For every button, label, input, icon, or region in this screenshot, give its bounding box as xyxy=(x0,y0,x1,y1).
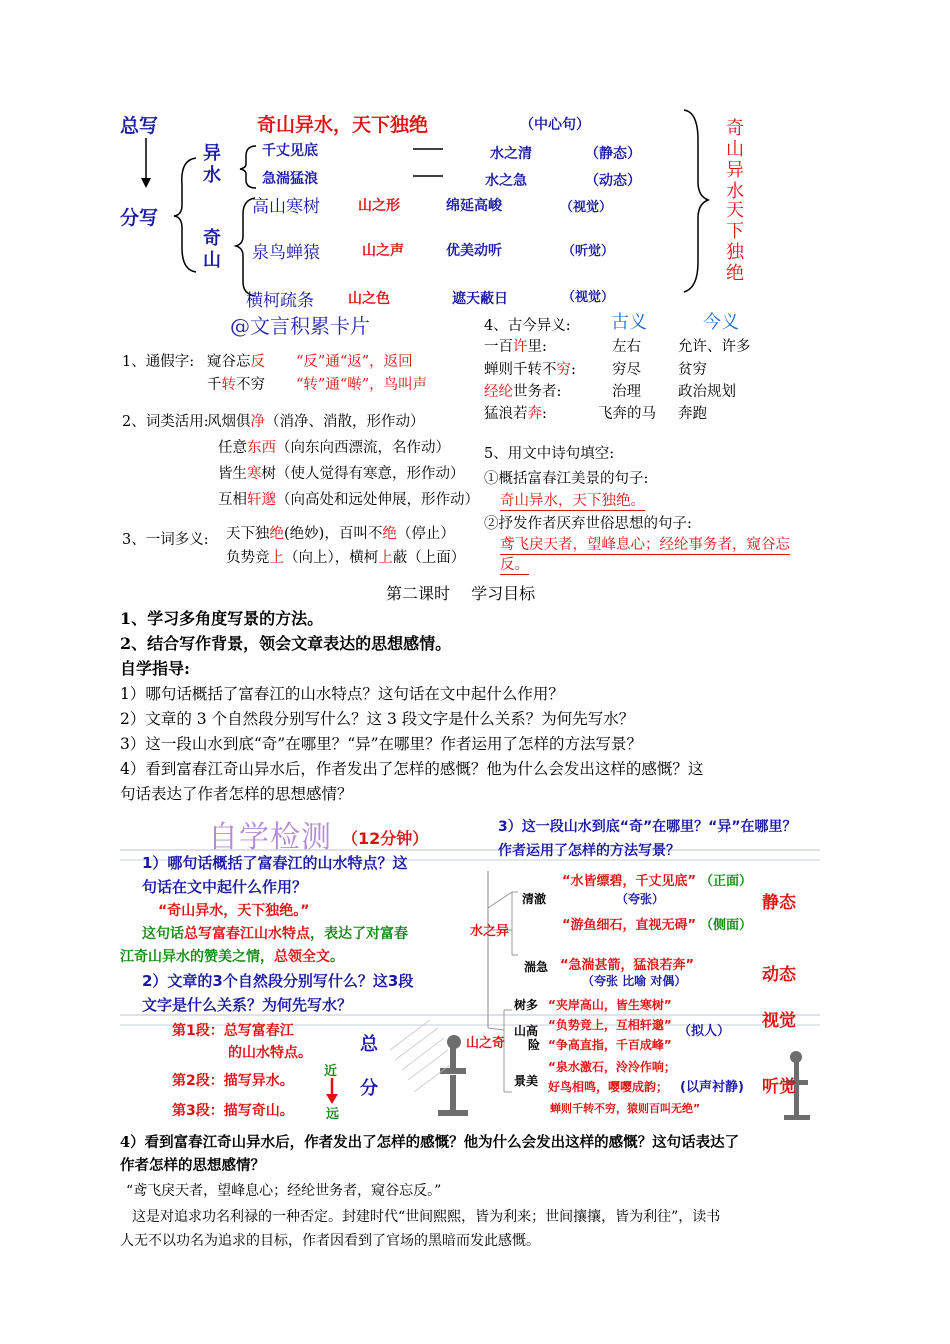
qishan-label: 奇山 xyxy=(203,228,221,271)
slide-t4: “泉水激石，泠泠作响； xyxy=(548,1060,676,1074)
slide-a1: “奇山异水，天下独绝。” xyxy=(158,903,310,919)
fenxie-label: 分写 xyxy=(120,207,159,229)
gujin-item-1: 一百许里: xyxy=(484,339,547,355)
slide-s2-note: （侧面） xyxy=(700,918,753,933)
slide-shanxian: 险 xyxy=(528,1038,541,1052)
slide-yuan: 远 xyxy=(326,1107,340,1122)
slide-time: （12分钟） xyxy=(342,829,429,848)
down-arrow-head xyxy=(141,178,151,188)
row4-mid: 山之声 xyxy=(362,243,404,259)
gujin-gu-header: 古义 xyxy=(611,312,647,333)
row3-result: 绵延高峻 xyxy=(446,198,502,214)
tongjia-note-1: “反”通“返”，返回 xyxy=(296,354,413,370)
gujin-gu-4: 飞奔的马 xyxy=(598,406,656,422)
cilei-label: 2、词类活用: xyxy=(122,414,209,430)
slide-t6: 蝉则千转不穷，猿则百叫无绝” xyxy=(550,1102,701,1115)
row3-mid: 山之形 xyxy=(358,198,400,214)
slide-fen: 分 xyxy=(360,1078,378,1099)
gujin-jin-3: 政治规划 xyxy=(678,384,736,400)
gujin-gu-3: 治理 xyxy=(612,384,641,400)
row2-note: （动态） xyxy=(585,173,641,189)
slide-t5: 好鸟相鸣，嘤嘤成韵； xyxy=(548,1080,669,1094)
row5-mid: 山之色 xyxy=(348,291,390,307)
slide-shijue: 视觉 xyxy=(762,1011,796,1031)
tongjia-item-1: 窥谷忘反 xyxy=(207,354,265,370)
slide-shui: 水之异 xyxy=(470,924,510,939)
slide-t3: “争高直指，千百成峰” xyxy=(548,1038,672,1052)
final-question-line2: 作者怎样的思想感情？ xyxy=(120,1157,265,1174)
slide-t2: “负势竞上，互相轩邈” xyxy=(548,1018,672,1032)
slide-t1: “夹岸高山，皆生寒树” xyxy=(548,998,672,1012)
tiankong-q2: ②抒发作者厌弃世俗思想的句子: xyxy=(484,516,692,532)
card-title: @文言积累卡片 xyxy=(230,314,370,338)
cilei-item-1: 风烟俱净（消净、消散，形作动） xyxy=(207,414,425,430)
center-sentence: 奇山异水，天下独绝 xyxy=(257,114,429,136)
fenxie-brace xyxy=(174,158,196,272)
slide-jingmei: 景美 xyxy=(514,1074,539,1088)
gujin-gu-1: 左右 xyxy=(612,339,641,355)
slide-s1: “水皆缥碧，千丈见底” xyxy=(562,874,697,889)
slide-a1-line2: 这句话总写富春江山水特点，表达了对富春 xyxy=(142,926,408,942)
gujin-jin-2: 贫穷 xyxy=(678,362,707,378)
slide-q1-line2: 句话在文中起什么作用？ xyxy=(142,878,308,896)
right-brace xyxy=(684,110,708,292)
slide-para2: 第2段：描写异水。 xyxy=(172,1073,294,1089)
slide-shan: 山之奇 xyxy=(466,1036,506,1051)
gujin-item-4: 猛浪若奔: xyxy=(484,406,547,422)
tiankong-a2-line2: 反。 xyxy=(500,553,529,575)
row3-note: （视觉） xyxy=(560,200,613,215)
slide-s3-note: （夸张 比喻 对偶） xyxy=(582,974,687,988)
slide-shangao: 山高 xyxy=(514,1024,539,1038)
slide-t5-note: (以声衬静) xyxy=(680,1080,744,1095)
slide-para1-line2: 的山水特点。 xyxy=(228,1045,312,1061)
row1-note: （静态） xyxy=(585,146,641,162)
slide-shuduo: 树多 xyxy=(514,998,539,1012)
slide-tingjue: 听觉 xyxy=(762,1077,796,1097)
right-label-2: 天下独绝 xyxy=(726,200,744,284)
slide-q3-line1: 3）这一段山水到底“奇”在哪里？“异”在哪里？ xyxy=(498,819,797,835)
duoyi-label: 3、一词多义: xyxy=(122,532,209,548)
goal-2: 2、结合写作背景，领会文章表达的思想感情。 xyxy=(120,634,452,653)
row1-text: 千丈见底 xyxy=(262,143,318,159)
slide-q3-line2: 作者运用了怎样的方法写景？ xyxy=(498,843,680,859)
slide-s3: “急湍甚箭，猛浪若奔” xyxy=(560,958,695,973)
slide-s1-kuazhang: （夸张） xyxy=(616,892,665,906)
question-4-line1: 4）看到富春江奇山异水后，作者发出了怎样的感慨？他为什么会发出这样的感慨？这 xyxy=(120,760,704,778)
tongjia-note-2: “转”通“啭”，鸟叫声 xyxy=(296,377,428,393)
self-test-slide xyxy=(120,810,820,1128)
row5-note: （视觉） xyxy=(562,290,615,305)
question-3: 3）这一段山水到底“奇”在哪里？“异”在哪里？作者运用了怎样的方法写景？ xyxy=(120,735,643,753)
row5-result: 遮天蔽日 xyxy=(452,291,508,307)
section-heading: 第二课时 学习目标 xyxy=(386,584,536,603)
gujin-jin-header: 今义 xyxy=(703,312,739,333)
row4-text: 泉鸟蝉猿 xyxy=(252,243,320,263)
zongxie-label: 总写 xyxy=(120,115,159,137)
gujin-item-2: 蝉则千转不穷: xyxy=(484,362,576,378)
row2-text: 急湍猛浪 xyxy=(262,171,318,187)
tiankong-q1: ①概括富春江美景的句子: xyxy=(484,471,649,487)
slide-t2-note: （拟人） xyxy=(678,1024,731,1039)
slide-q2-line1: 2）文章的3个自然段分别写什么？这3段 xyxy=(142,972,414,990)
slide-jin: 近 xyxy=(324,1064,338,1079)
explanation-line1: 这是对追求功名利禄的一种否定。封建时代“世间熙熙，皆为利来；世间攘攘，皆为利往”，读书 xyxy=(132,1209,721,1225)
question-4-line2: 句话表达了作者怎样的思想感情？ xyxy=(120,785,353,803)
slide-a1-line3: 江奇山异水的赞美之情，总领全文。 xyxy=(120,949,344,965)
yishui-label: 异水 xyxy=(203,143,221,186)
goal-1: 1、学习多角度写景的方法。 xyxy=(120,609,324,628)
duoyi-item-2: 负势竞上（向上），横柯上蔽（上面） xyxy=(226,550,466,566)
quote-line: “鸢飞戾天者，望峰息心；经纶世务者，窥谷忘反。” xyxy=(126,1183,442,1199)
slide-title: 自学检测 xyxy=(208,820,332,855)
gujin-item-3: 经纶世务者: xyxy=(484,384,562,400)
row1-result: 水之清 xyxy=(490,146,532,162)
diagram-lines xyxy=(0,0,950,310)
slide-q1-line1: 1）哪句话概括了富春江的山水特点？这 xyxy=(142,854,408,872)
slide-dongtai: 动态 xyxy=(762,965,796,985)
final-question-line1: 4）看到富春江奇山异水后，作者发出了怎样的感慨？他为什么会发出这样的感慨？这句话表达了 xyxy=(120,1134,740,1151)
duoyi-item-1: 天下独绝(绝妙)，百叫不绝（停止） xyxy=(226,526,455,542)
yishui-brace xyxy=(240,146,256,188)
gujin-label: 4、古今异义: xyxy=(484,318,571,334)
gujin-gu-2: 穷尽 xyxy=(612,362,641,378)
slide-qingche: 清澈 xyxy=(522,892,547,906)
cilei-item-3: 皆生寒树（使人觉得有寒意，形作动） xyxy=(218,466,465,482)
microscope-icon xyxy=(438,1035,468,1116)
slide-para3: 第3段：描写奇山。 xyxy=(172,1103,294,1119)
hatch-decor xyxy=(390,1020,450,1092)
guide-heading: 自学指导: xyxy=(120,659,190,678)
explanation-line2: 人无不以功名为追求的目标，作者因看到了官场的黑暗而发此感慨。 xyxy=(120,1233,540,1249)
row5-text: 横柯疏条 xyxy=(246,291,314,311)
question-1: 1）哪句话概括了富春江的山水特点？这句话在文中起什么作用？ xyxy=(120,685,564,703)
cilei-item-2: 任意东西（向东向西漂流，名作动） xyxy=(218,440,450,456)
tiankong-a2-line1: 鸢飞戾天者，望峰息心；经纶事务者，窥谷忘 xyxy=(500,533,790,555)
slide-tuanji: 湍急 xyxy=(524,960,549,974)
tiankong-a1: 奇山异水，天下独绝。 xyxy=(500,489,645,511)
row3-text: 高山寒树 xyxy=(252,197,320,217)
center-note: （中心句） xyxy=(520,117,590,133)
gujin-jin-1: 允许、许多 xyxy=(678,339,751,355)
slide-q2-line2: 文字是什么关系？为何先写水？ xyxy=(142,996,353,1014)
cilei-item-4: 互相轩邈（向高处和远处伸展，形作动） xyxy=(218,492,479,508)
row4-note: （听觉） xyxy=(562,244,615,259)
slide-para1: 第1段：总写富春江 xyxy=(172,1023,294,1039)
row2-result: 水之急 xyxy=(485,173,527,189)
question-2: 2）文章的 3 个自然段分别写什么？这 3 段文字是什么关系？为何先写水？ xyxy=(120,710,635,728)
tongjia-item-2: 千转不穷 xyxy=(207,377,265,393)
tiankong-label: 5、用文中诗句填空: xyxy=(484,446,615,462)
slide-zong: 总 xyxy=(360,1034,378,1055)
slide-s2: “游鱼细石，直视无碍” xyxy=(562,918,697,933)
gujin-jin-4: 奔跑 xyxy=(678,406,707,422)
tongjia-label: 1、通假字: xyxy=(122,354,195,370)
right-label-1: 奇山异水 xyxy=(726,118,744,202)
slide-s1-note: （正面） xyxy=(700,874,753,889)
row4-result: 优美动听 xyxy=(446,243,502,259)
slide-jingtai: 静态 xyxy=(762,893,796,913)
